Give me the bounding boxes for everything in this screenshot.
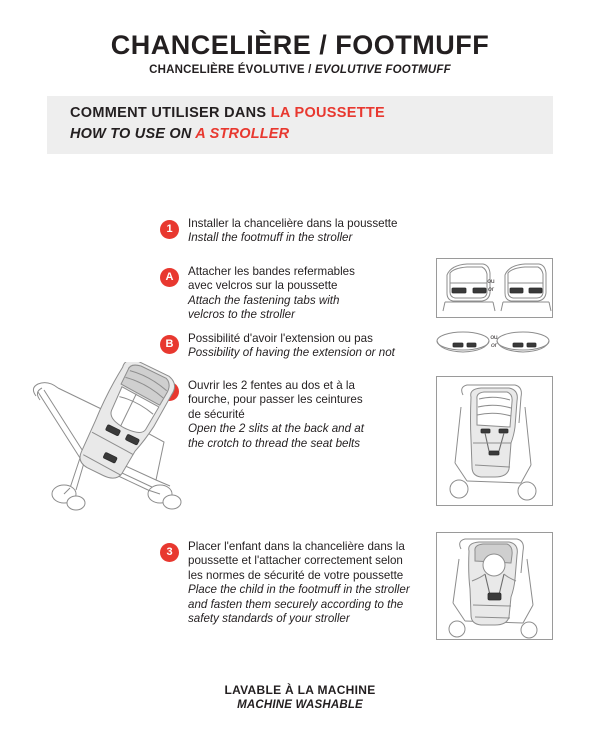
section-heading-en-black: HOW TO USE ON <box>70 126 196 142</box>
subtitle-fr: CHANCELIÈRE ÉVOLUTIVE / <box>149 64 312 76</box>
step-badge-1: 1 <box>160 220 179 239</box>
illustration-frame-slits <box>436 376 553 506</box>
step-badge-3: 3 <box>160 543 179 562</box>
step-a-fr: Attacher les bandes refermables avec velcros sur la poussette <box>188 265 355 293</box>
child-illustration <box>437 533 552 639</box>
section-heading-en-accent: A STROLLER <box>195 126 290 142</box>
step-text-2 <box>188 379 378 451</box>
subtitle-en: EVOLUTIVE FOOTMUFF <box>311 64 451 76</box>
stroller-main-illustration <box>24 362 214 522</box>
step-1-en: Install the footmuff in the stroller <box>188 231 353 245</box>
step-3-en: Place the child in the footmuff in the stroller and fasten them securely according to the safety standards of your stroller <box>188 583 410 626</box>
or-label-extension-en: or <box>491 342 497 349</box>
step-1-fr: Installer la chancelière dans la poussette <box>188 217 398 230</box>
step-b-fr: Possibilité d'avoir l'extension ou pas <box>188 332 373 345</box>
step-3-fr: Placer l'enfant dans la chancelière dans la poussette et l'attacher correctement selon les normes de sécurité de votre poussette <box>188 540 405 582</box>
section-heading-fr-accent: LA POUSSETTE <box>270 105 385 121</box>
slits-illustration <box>437 377 552 505</box>
step-text-1 <box>188 217 428 246</box>
or-label-velcro <box>484 278 498 294</box>
illustration-stroller-main <box>24 362 214 522</box>
or-label-velcro-fr: ou <box>487 278 495 285</box>
footer-line-en: MACHINE WASHABLE <box>237 699 363 711</box>
step-badge-b: B <box>160 335 179 354</box>
footer-line-fr: LAVABLE À LA MACHINE <box>224 683 376 697</box>
step-text-3 <box>188 540 418 626</box>
section-heading-en <box>70 126 289 142</box>
or-label-extension <box>487 334 501 350</box>
step-text-b <box>188 332 400 361</box>
section-heading-fr <box>70 105 385 121</box>
page-title: CHANCELIÈRE / FOOTMUFF <box>110 30 490 60</box>
step-2-fr: Ouvrir les 2 fentes au dos et à la fourche, pour passer les ceintures de sécurité <box>188 379 363 421</box>
or-label-extension-fr: ou <box>490 334 498 341</box>
step-a-en: Attach the fastening tabs with velcros to the stroller <box>188 293 340 322</box>
step-text-a <box>188 265 374 323</box>
section-heading-fr-black: COMMENT UTILISER DANS <box>70 105 271 121</box>
step-badge-a: A <box>160 268 179 287</box>
illustration-frame-child <box>436 532 553 640</box>
page-subtitle <box>0 64 600 76</box>
or-label-velcro-en: or <box>488 286 494 293</box>
step-2-en: Open the 2 slits at the back and at the crotch to thread the seat belts <box>188 422 364 450</box>
step-b-en: Possibility of having the extension or not <box>188 346 395 360</box>
